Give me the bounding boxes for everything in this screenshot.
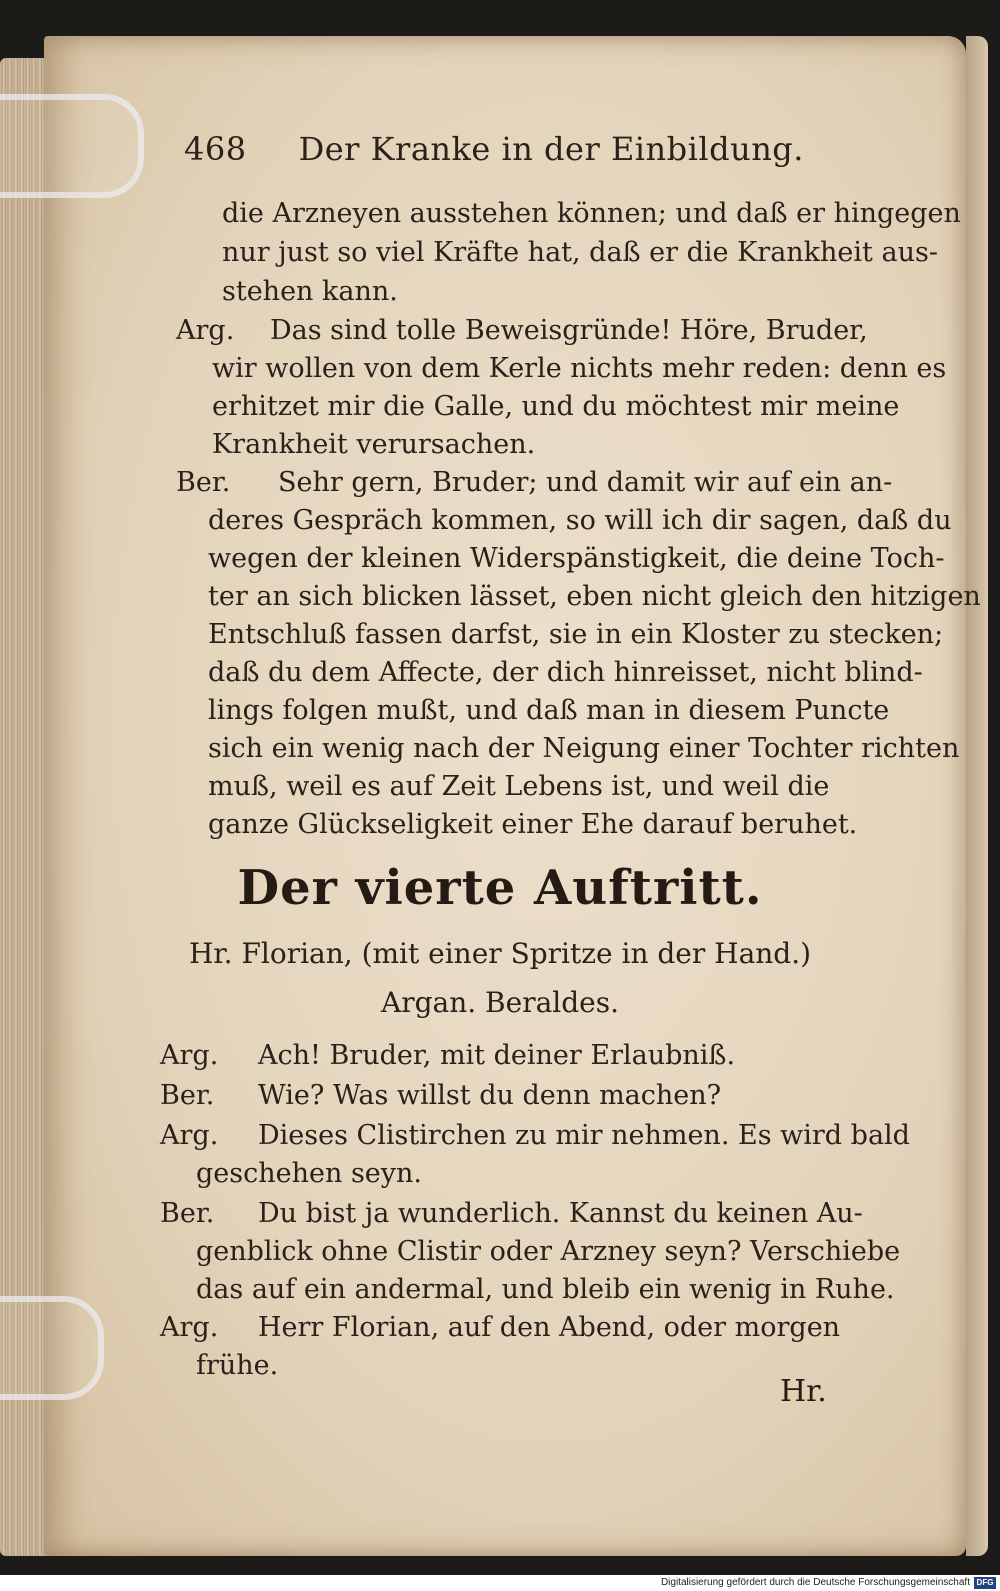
speech-line: Herr Florian, auf den Abend, oder morgen [258,1312,841,1343]
speaker-label: Arg. [160,1040,219,1071]
speech-line: genblick ohne Clistir oder Arzney seyn? Verschiebe [196,1236,901,1267]
page-clip-top [0,94,144,198]
speech-line: lings folgen mußt, und daß man in diesem Puncte [208,695,890,726]
speech-line: ter an sich blicken lässet, eben nicht gleich den hitzigen [208,581,981,612]
speech-line: wegen der kleinen Widerspänstigkeit, die deine Toch- [208,543,945,574]
speaker-label: Arg. [176,315,235,346]
running-title: Der Kranke in der Einbildung. [298,130,804,168]
text-line: stehen kann. [222,276,398,307]
speaker-label: Ber. [160,1080,215,1111]
speech-line: Dieses Clistirchen zu mir nehmen. Es wird bald [258,1120,910,1151]
text-line: die Arzneyen ausstehen können; und daß er hingegen [222,198,961,229]
footer-credit: Digitalisierung gefördert durch die Deutsche Forschungsgemeinschaft [660,1577,970,1588]
catchword: Hr. [780,1374,827,1409]
dfg-logo-icon: DFG [974,1577,996,1589]
speech-line: sich ein wenig nach der Neigung einer Tochter richten [208,733,960,764]
speech-line: Entschluß fassen darfst, sie in ein Kloster zu stecken; [208,619,944,650]
speech-line: Ach! Bruder, mit deiner Erlaubniß. [258,1040,736,1071]
speech-line: Das sind tolle Beweisgründe! Höre, Bruder, [270,315,868,346]
speaker-label: Arg. [160,1120,219,1151]
speaker-label: Arg. [160,1312,219,1343]
speech-line: Wie? Was willst du denn machen? [258,1080,722,1111]
running-head [184,130,804,168]
scene-title: Der vierte Auftritt. [237,860,763,916]
page-clip-bottom [0,1296,104,1400]
speech-line: daß du dem Affecte, der dich hinreisset, nicht blind- [208,657,923,688]
footer-bar [0,1575,1000,1591]
speaker-label: Ber. [176,467,231,498]
speech-line: ganze Glückseligkeit einer Ehe darauf beruhet. [208,809,858,840]
speech-line: Du bist ja wunderlich. Kannst du keinen Au- [258,1198,863,1229]
stage-characters: Argan. Beraldes. [381,986,619,1019]
speech-line: geschehen seyn. [196,1158,423,1189]
speech-line: Krankheit verursachen. [212,429,536,460]
speech-line: deres Gespräch kommen, so will ich dir sagen, daß du [208,505,952,536]
speech-line: das auf ein andermal, und bleib ein wenig in Ruhe. [196,1274,895,1305]
stage-direction: Hr. Florian, (mit einer Spritze in der Hand.) [188,937,812,970]
page-number: 468 [184,130,247,168]
speech-line: muß, weil es auf Zeit Lebens ist, und weil die [208,771,830,802]
text-line: nur just so viel Kräfte hat, daß er die Krankheit aus- [222,237,938,268]
speaker-label: Ber. [160,1198,215,1229]
speech-line: erhitzet mir die Galle, und du möchtest mir meine [212,391,900,422]
speech-line: frühe. [196,1350,279,1381]
speech-line: wir wollen von dem Kerle nichts mehr reden: denn es [212,353,947,384]
speech-line: Sehr gern, Bruder; und damit wir auf ein an- [278,467,893,498]
adjacent-page-edge [966,36,988,1556]
